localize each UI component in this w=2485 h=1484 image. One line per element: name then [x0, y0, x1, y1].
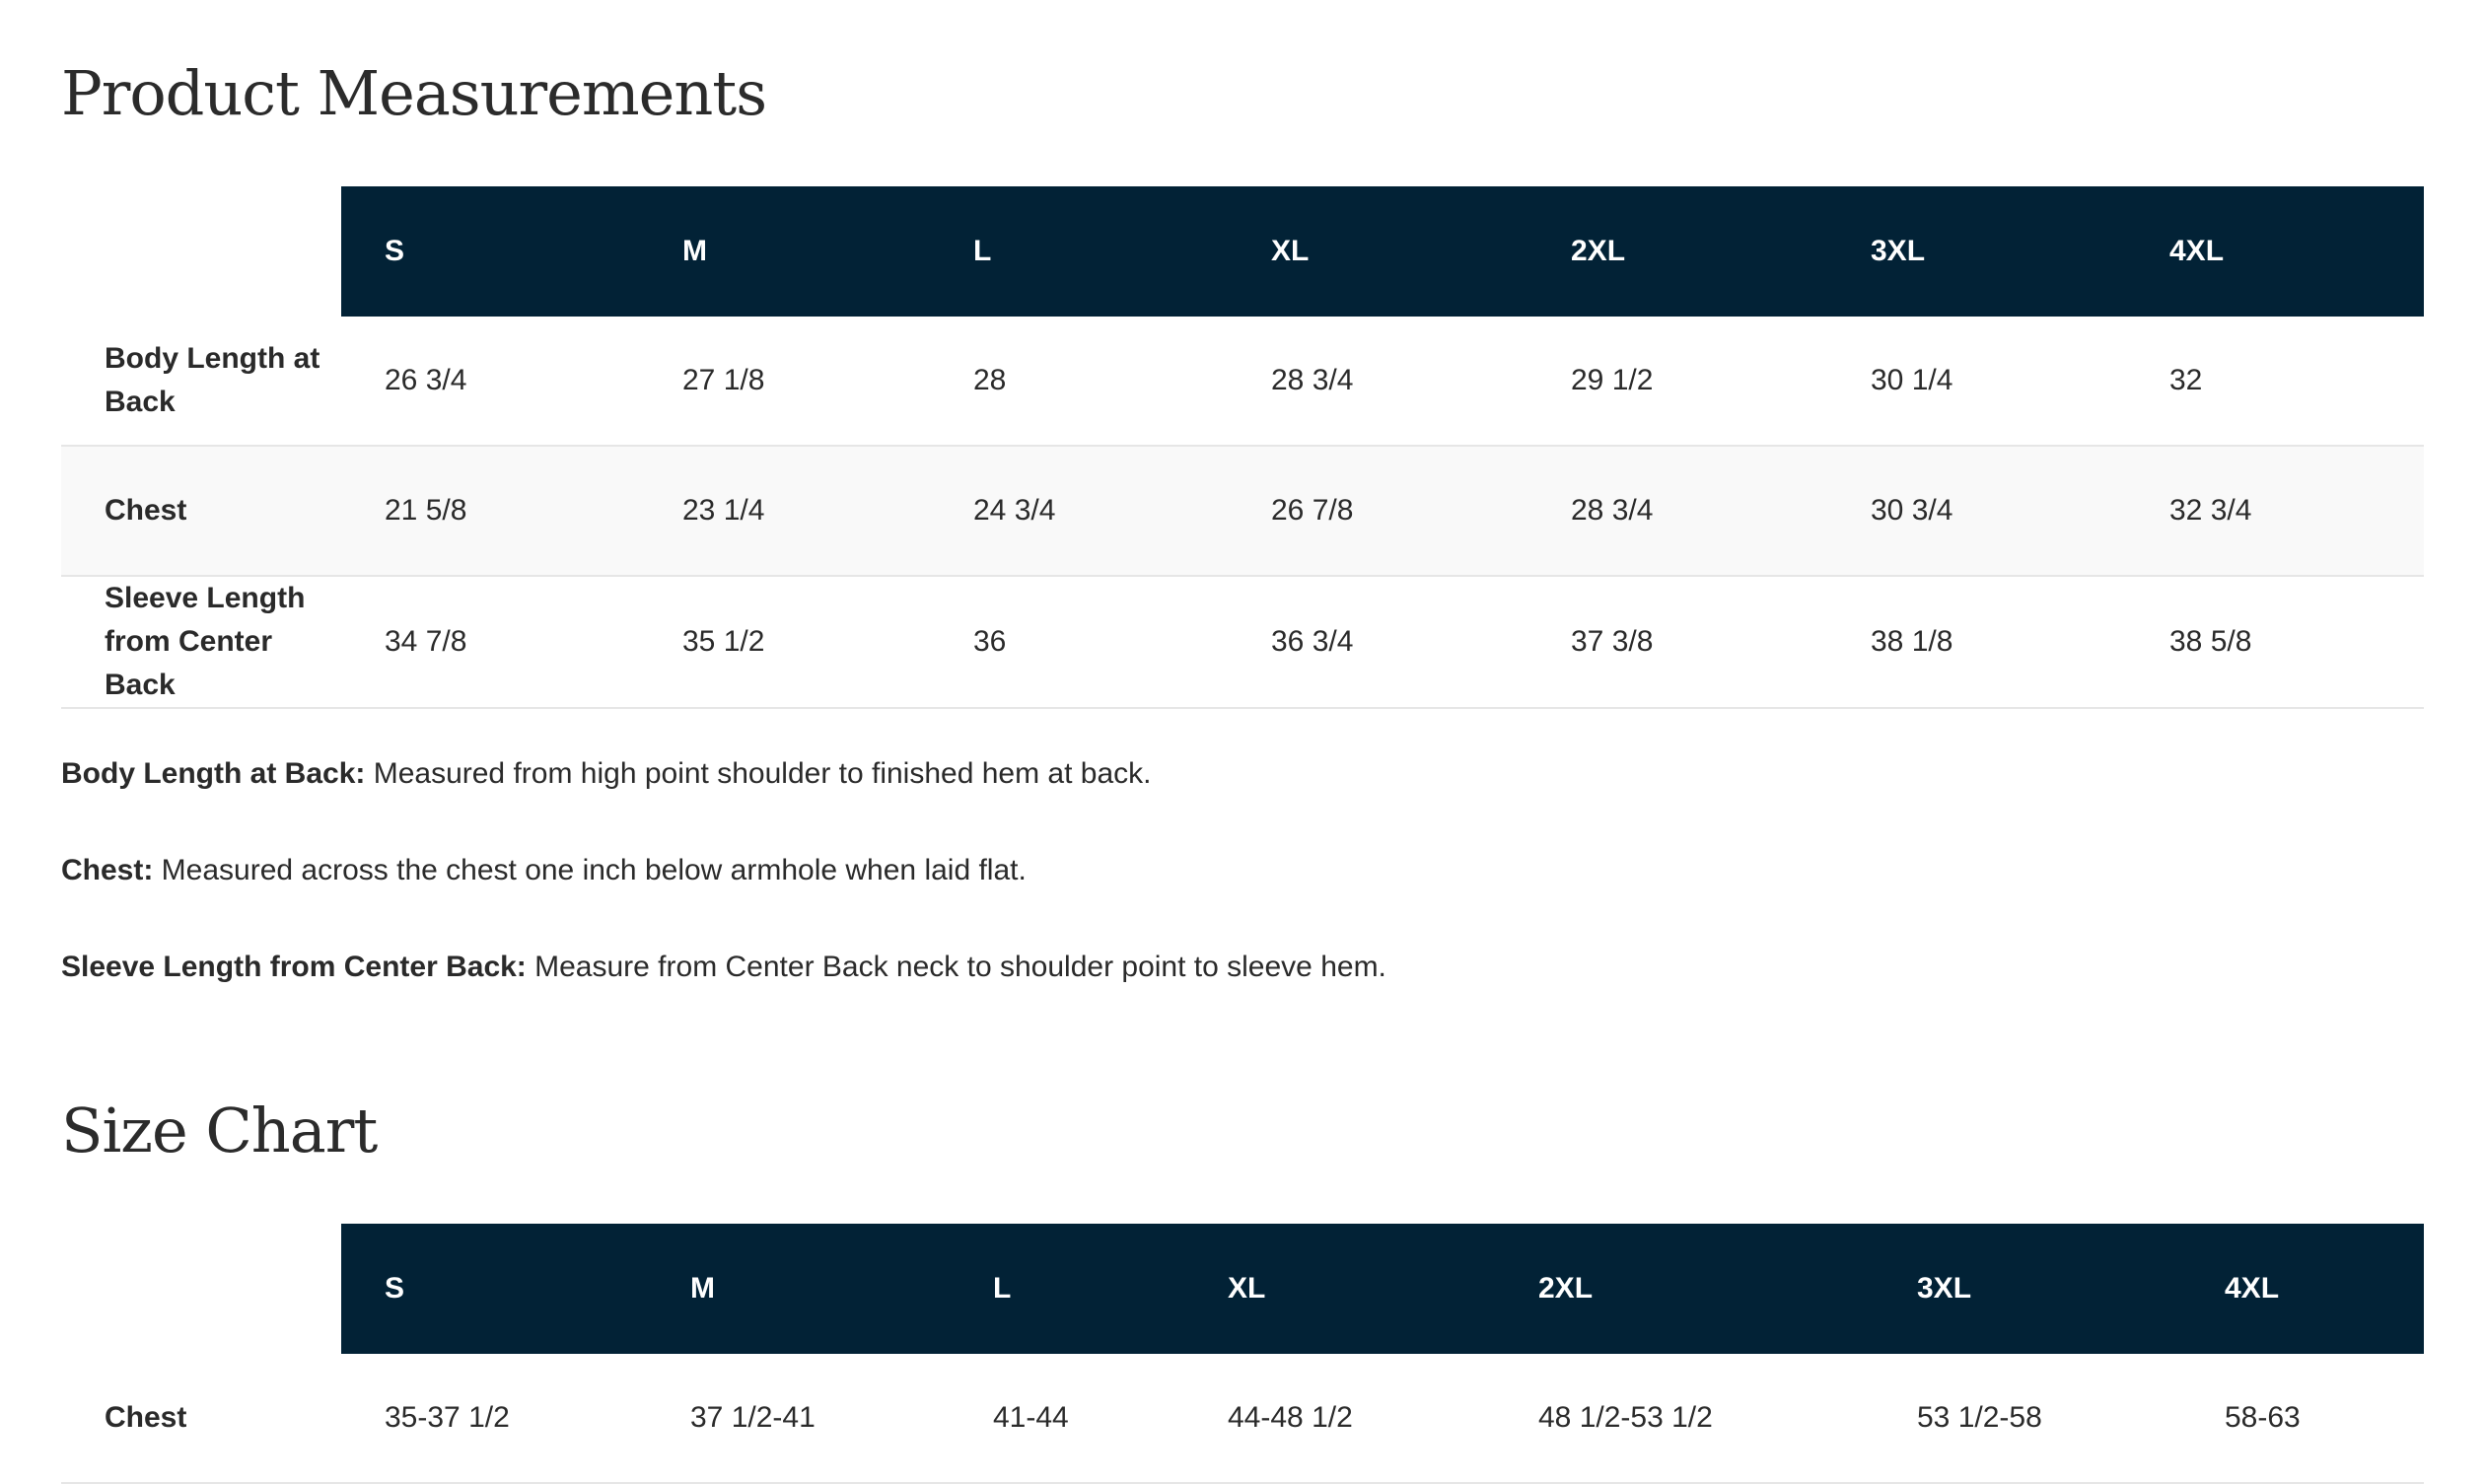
table-cell: 32 3/4: [2126, 446, 2424, 576]
size-header-l: L: [950, 1224, 1184, 1354]
table-cell: 26 3/4: [341, 317, 639, 446]
table-row: [61, 317, 2424, 446]
size-header-xl: XL: [1228, 186, 1527, 317]
table-cell: 30 3/4: [1827, 446, 2126, 576]
table-header-row: [61, 186, 2424, 317]
table-cell: 23 1/4: [639, 446, 930, 576]
table-cell: 30 1/4: [1827, 317, 2126, 446]
note-chest: [61, 846, 1386, 943]
measurement-notes: [61, 749, 1386, 1039]
table-corner-cell: [61, 1224, 341, 1354]
table-cell: 28: [930, 317, 1228, 446]
table-cell: 38 5/8: [2126, 576, 2424, 708]
row-label-chest: Chest: [61, 446, 341, 576]
size-chart-title: Size Chart: [61, 1095, 378, 1166]
note-sleeve-length: [61, 943, 1386, 1039]
row-label-sleeve-length: Sleeve Length from Center Back: [61, 576, 341, 708]
table-cell: 24 3/4: [930, 446, 1228, 576]
table-cell: 48 1/2-53 1/2: [1495, 1354, 1874, 1483]
row-label-body-length: Body Length at Back: [61, 317, 341, 446]
table-cell: 35 1/2: [639, 576, 930, 708]
table-cell: 53 1/2-58: [1874, 1354, 2181, 1483]
size-header-l: L: [930, 186, 1228, 317]
note-body-length: [61, 749, 1386, 846]
table-cell: 38 1/8: [1827, 576, 2126, 708]
size-header-2xl: 2XL: [1495, 1224, 1874, 1354]
product-measurements-title: Product Measurements: [61, 57, 767, 129]
table-header-row: [61, 1224, 2424, 1354]
size-header-m: M: [647, 1224, 950, 1354]
size-header-2xl: 2XL: [1527, 186, 1827, 317]
size-header-4xl: 4XL: [2126, 186, 2424, 317]
note-term: Body Length at Back:: [61, 757, 366, 790]
size-header-3xl: 3XL: [1874, 1224, 2181, 1354]
table-cell: 36: [930, 576, 1228, 708]
table-cell: 28 3/4: [1527, 446, 1827, 576]
note-term: Chest:: [61, 854, 154, 886]
note-text: Measured from high point shoulder to finished hem at back.: [365, 757, 1152, 790]
table-cell: 35-37 1/2: [341, 1354, 647, 1483]
table-cell: 36 3/4: [1228, 576, 1527, 708]
table-cell: 34 7/8: [341, 576, 639, 708]
size-header-4xl: 4XL: [2181, 1224, 2424, 1354]
note-text: Measured across the chest one inch below armhole when laid flat.: [153, 854, 1027, 886]
size-header-s: S: [341, 186, 639, 317]
table-row: [61, 1354, 2424, 1483]
product-measurements-table: [61, 186, 2424, 709]
table-cell: 44-48 1/2: [1184, 1354, 1495, 1483]
table-cell: 32: [2126, 317, 2424, 446]
size-chart-table: [61, 1224, 2424, 1484]
size-header-m: M: [639, 186, 930, 317]
table-cell: 29 1/2: [1527, 317, 1827, 446]
table-cell: 27 1/8: [639, 317, 930, 446]
table-cell: 37 3/8: [1527, 576, 1827, 708]
table-cell: 58-63: [2181, 1354, 2424, 1483]
note-text: Measure from Center Back neck to shoulder point to sleeve hem.: [526, 951, 1386, 983]
table-corner-cell: [61, 186, 341, 317]
table-cell: 41-44: [950, 1354, 1184, 1483]
table-cell: 37 1/2-41: [647, 1354, 950, 1483]
table-cell: 28 3/4: [1228, 317, 1527, 446]
table-cell: 26 7/8: [1228, 446, 1527, 576]
table-row: [61, 576, 2424, 708]
table-row: [61, 446, 2424, 576]
note-term: Sleeve Length from Center Back:: [61, 951, 527, 983]
table-cell: 21 5/8: [341, 446, 639, 576]
size-header-s: S: [341, 1224, 647, 1354]
size-header-3xl: 3XL: [1827, 186, 2126, 317]
size-header-xl: XL: [1184, 1224, 1495, 1354]
row-label-chest: Chest: [61, 1354, 341, 1483]
